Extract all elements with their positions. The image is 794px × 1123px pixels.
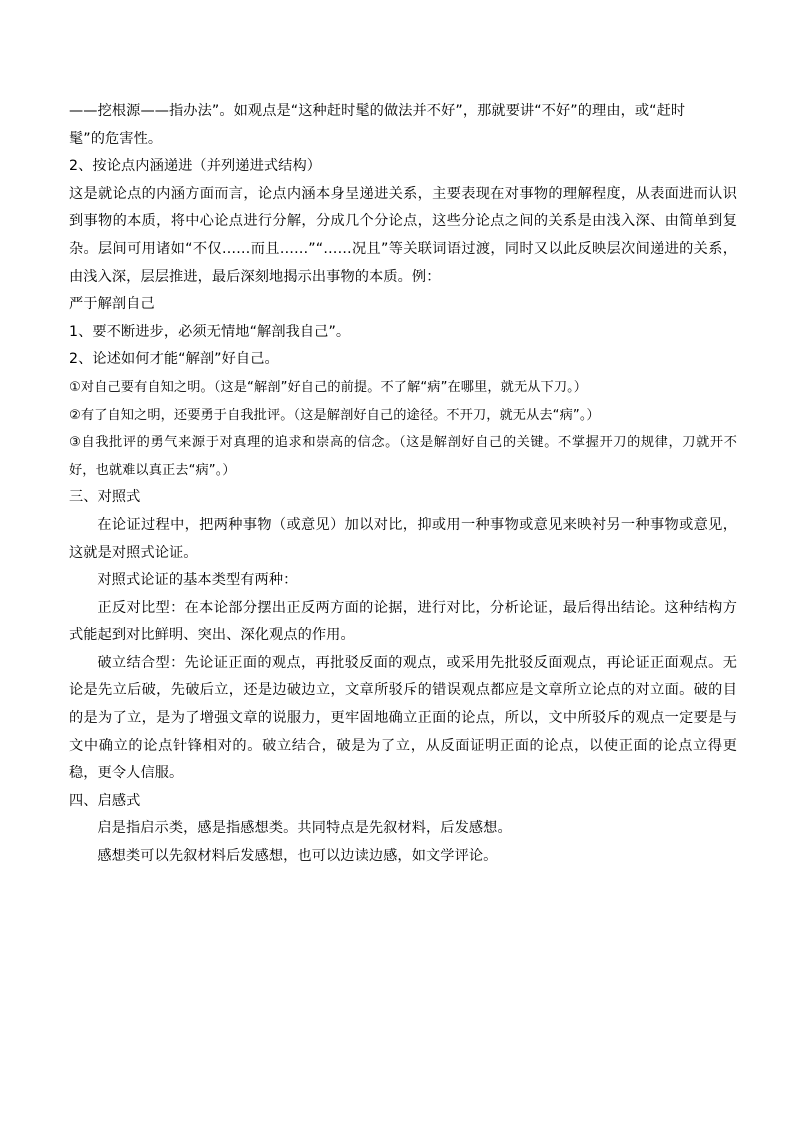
paragraph-contrast-definition: 在论证过程中，把两种事物（或意见）加以对比，抑或用一种事物或意见来映衬另一种事物或意见，这就是对照式论证。 [69,516,737,561]
example-subpoint-3: ③自我批评的勇气来源于对真理的追求和崇高的信念。（这是解剖好自己的关键。不掌握开刀的规律，刀就开不好，也就难以真正去“病”。） [69,435,737,478]
paragraph-refute-establish: 破立结合型：先论证正面的观点，再批驳反面的观点，或采用先批驳反面观点，再论证正面观点。无论是先立后破，先破后立，还是边破边立，文章所驳斥的错误观点都应是文章所立论点的对立面。破的目的是为了立，是为了增强文章的说服力，更牢固地确立正面的论点，所以，文中所驳斥的观点一定要是与文中确立的论点针锋相对的。破立结合，破是为了立，从反面证明正面的论点，以使正面的论点立得更稳，更令人信服。 [69,654,737,782]
paragraph-positive-negative-contrast: 正反对比型：在本论部分摆出正反两方面的论据，进行对比，分析论证，最后得出结论。这种结构方式能起到对比鲜明、突出、深化观点的作用。 [69,599,737,644]
paragraph-continuation-line-1: ——挖根源——指办法”。如观点是“这种赶时髦的做法并不好”，那就要讲“不好”的理由，或“赶时 [69,103,686,119]
paragraph-contrast-types: 对照式论证的基本类型有两种： [97,572,298,589]
section-heading-3: 三、对照式 [69,489,141,506]
paragraph-progressive-structure: 这是就论点的内涵方面而言，论点内涵本身呈递进关系，主要表现在对事物的理解程度，从表面进而认识到事物的本质，将中心论点进行分解，分成几个分论点，这些分论点之间的关系是由浅入深、由简单到复杂。层间可用诸如“不仅……而且……”“……况且”等关联词语过渡，同时又以此反映层次间递进的关系，由浅入深，层层推进，最后深刻地揭示出事物的本质。例： [69,185,737,285]
document-page [69,98,737,871]
example-title: 严于解剖自己 [69,296,155,313]
paragraph-reflection-method: 感想类可以先叙材料后发感想，也可以边读边感，如文学评论。 [97,848,498,865]
paragraph-inspiration-definition: 启是指启示类，感是指感想类。共同特点是先叙材料，后发感想。 [97,820,512,837]
example-point-1: 1、要不断进步，必须无情地“解剖我自己”。 [69,323,351,340]
section-heading-2: 2、按论点内涵递进（并列递进式结构） [69,158,322,175]
example-subpoint-2: ②有了自知之明，还要勇于自我批评。（这是解剖好自己的途径。不开刀，就无从去“病”。） [69,407,600,423]
section-heading-4: 四、启感式 [69,792,141,809]
example-subpoint-1: ①对自己要有自知之明。（这是“解剖”好自己的前提。不了解“病”在哪里，就无从下刀。） [69,379,588,395]
paragraph-continuation-line-2: 髦”的危害性。 [69,130,163,147]
example-point-2: 2、论述如何才能“解剖”好自己。 [69,351,279,368]
